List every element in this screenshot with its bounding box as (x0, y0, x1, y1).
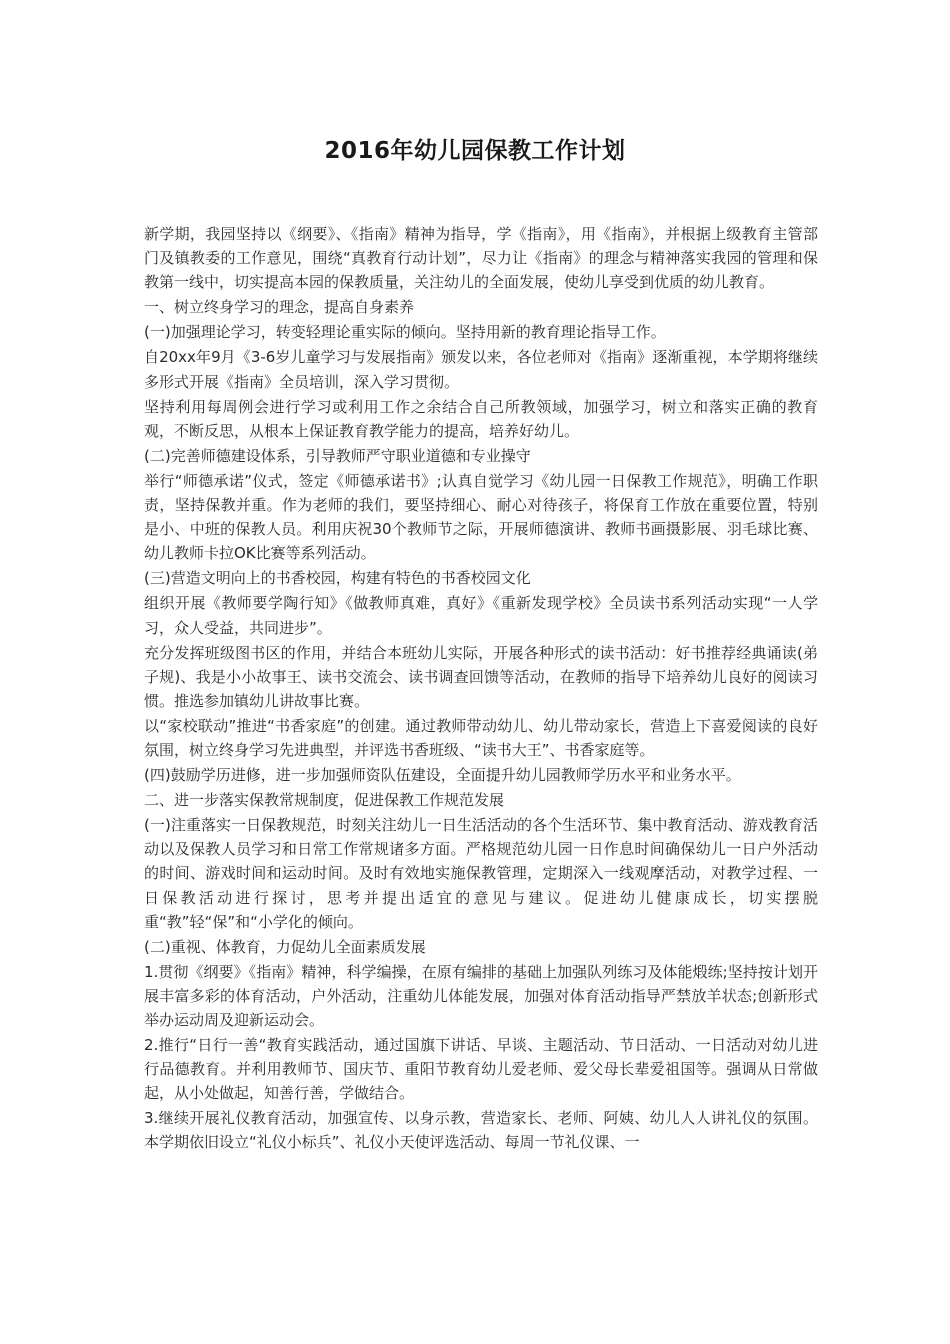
subheading-1-3: (三)营造文明向上的书香校园，构建有特色的书香校园文化 (144, 569, 531, 588)
paragraph-intro: 新学期，我园坚持以《纲要》、《指南》精神为指导，学《指南》，用《指南》，并根据上级教育主管部门及镇教委的工作意见，围绕“真教育行动计划”，尽力让《指南》的理念与精神落实我园的管理和保教第一线中，切实提高本园的保教质量，关注幼儿的全面发展，使幼儿享受到优质的幼儿教育。 (144, 225, 818, 292)
list-item-3: 3.继续开展礼仪教育活动，加强宣传、以身示教，营造家长、老师、阿姨、幼儿人人讲礼仪的氛围。本学期依旧设立“礼仪小标兵”、礼仪小天使评选活动、每周一节礼仪课、一 (144, 1109, 818, 1152)
list-item-1: 1.贯彻《纲要》《指南》精神，科学编操，在原有编排的基础上加强队列练习及体能煅练;坚持按计划开展丰富多彩的体育活动，户外活动，注重幼儿体能发展，加强对体育活动指导严禁放羊状态;创新形式举办运动周及迎新运动会。 (144, 962, 818, 1029)
list-item-2: 2.推行“日行一善“教育实践活动，通过国旗下讲话、早谈、主题活动、节日活动、一日活动对幼儿进行品德教育。并利用教师节、国庆节、重阳节教育幼儿爱老师、爱父母长辈爱祖国等。强调从日常做起，从小处做起，知善行善，学做结合。 (144, 1036, 818, 1103)
heading-section-1: 一、树立终身学习的理念，提高自身素养 (144, 298, 415, 317)
subheading-1-1: (一)加强理论学习，转变轻理论重实际的倾向。坚持用新的教育理论指导工作。 (144, 323, 666, 342)
heading-section-2: 二、进一步落实保教常规制度，促进保教工作规范发展 (144, 791, 505, 810)
paragraph: 以“家校联动”推进“书香家庭”的创建。通过教师带动幼儿、幼儿带动家长，营造上下喜爱阅读的良好氛围，树立终身学习先进典型，并评选书香班级、“读书大王”、书香家庭等。 (144, 716, 818, 759)
paragraph: 充分发挥班级图书区的作用，并结合本班幼儿实际，开展各种形式的读书活动：好书推荐经典诵读(弟子规)、我是小小故事王、读书交流会、读书调查回馈等活动，在教师的指导下培养幼儿良好的阅读习惯。推选参加镇幼儿讲故事比赛。 (144, 643, 818, 710)
paragraph: 举行“师德承诺”仪式，签定《师德承诺书》;认真自觉学习《幼儿园一日保教工作规范》，明确工作职责，坚持保教并重。作为老师的我们，要坚持细心、耐心对待孩子，将保育工作放在重要位置，特别是小、中班的保教人员。利用庆祝30个教师节之际，开展师德演讲、教师书画摄影展、羽毛球比赛、幼儿教师卡拉OK比赛等系列活动。 (144, 471, 818, 563)
subheading-1-4: (四)鼓励学历进修，进一步加强师资队伍建设，全面提升幼儿园教师学历水平和业务水平。 (144, 766, 741, 785)
subheading-2-1: (一)注重落实一日保教规范，时刻关注幼儿一日生活活动的各个生活环节、集中教育活动、游戏教育活动以及保教人员学习和日常工作常规诸多方面。严格规范幼儿园一日作息时间确保幼儿一日户外活动的时间、游戏时间和运动时间。及时有效地实施保教管理，定期深入一线观摩活动，对教学过程、一日保教活动进行探讨，思考并提出适宜的意见与建议。促进幼儿健康成长，切实摆脱重“教”轻“保”和“小学化的倾向。 (144, 816, 818, 931)
paragraph: 组织开展《教师要学陶行知》《做教师真难，真好》《重新发现学校》全员读书系列活动实现“一人学习，众人受益，共同进步”。 (144, 594, 818, 637)
paragraph: 坚持利用每周例会进行学习或利用工作之余结合自己所教领域，加强学习，树立和落实正确的教育观，不断反思，从根本上保证教育教学能力的提高，培养好幼儿。 (144, 397, 818, 440)
subheading-1-2: (二)完善师德建设体系，引导教师严守职业道德和专业操守 (144, 446, 531, 465)
subheading-2-2: (二)重视、体教育，力促幼儿全面素质发展 (144, 937, 426, 956)
document-title: 2016年幼儿园保教工作计划 (324, 138, 626, 164)
document-body (144, 222, 818, 1156)
paragraph: 自20xx年9月《3-6岁儿童学习与发展指南》颁发以来，各位老师对《指南》逐渐重视，本学期将继续多形式开展《指南》全员培训，深入学习贯彻。 (144, 348, 818, 391)
